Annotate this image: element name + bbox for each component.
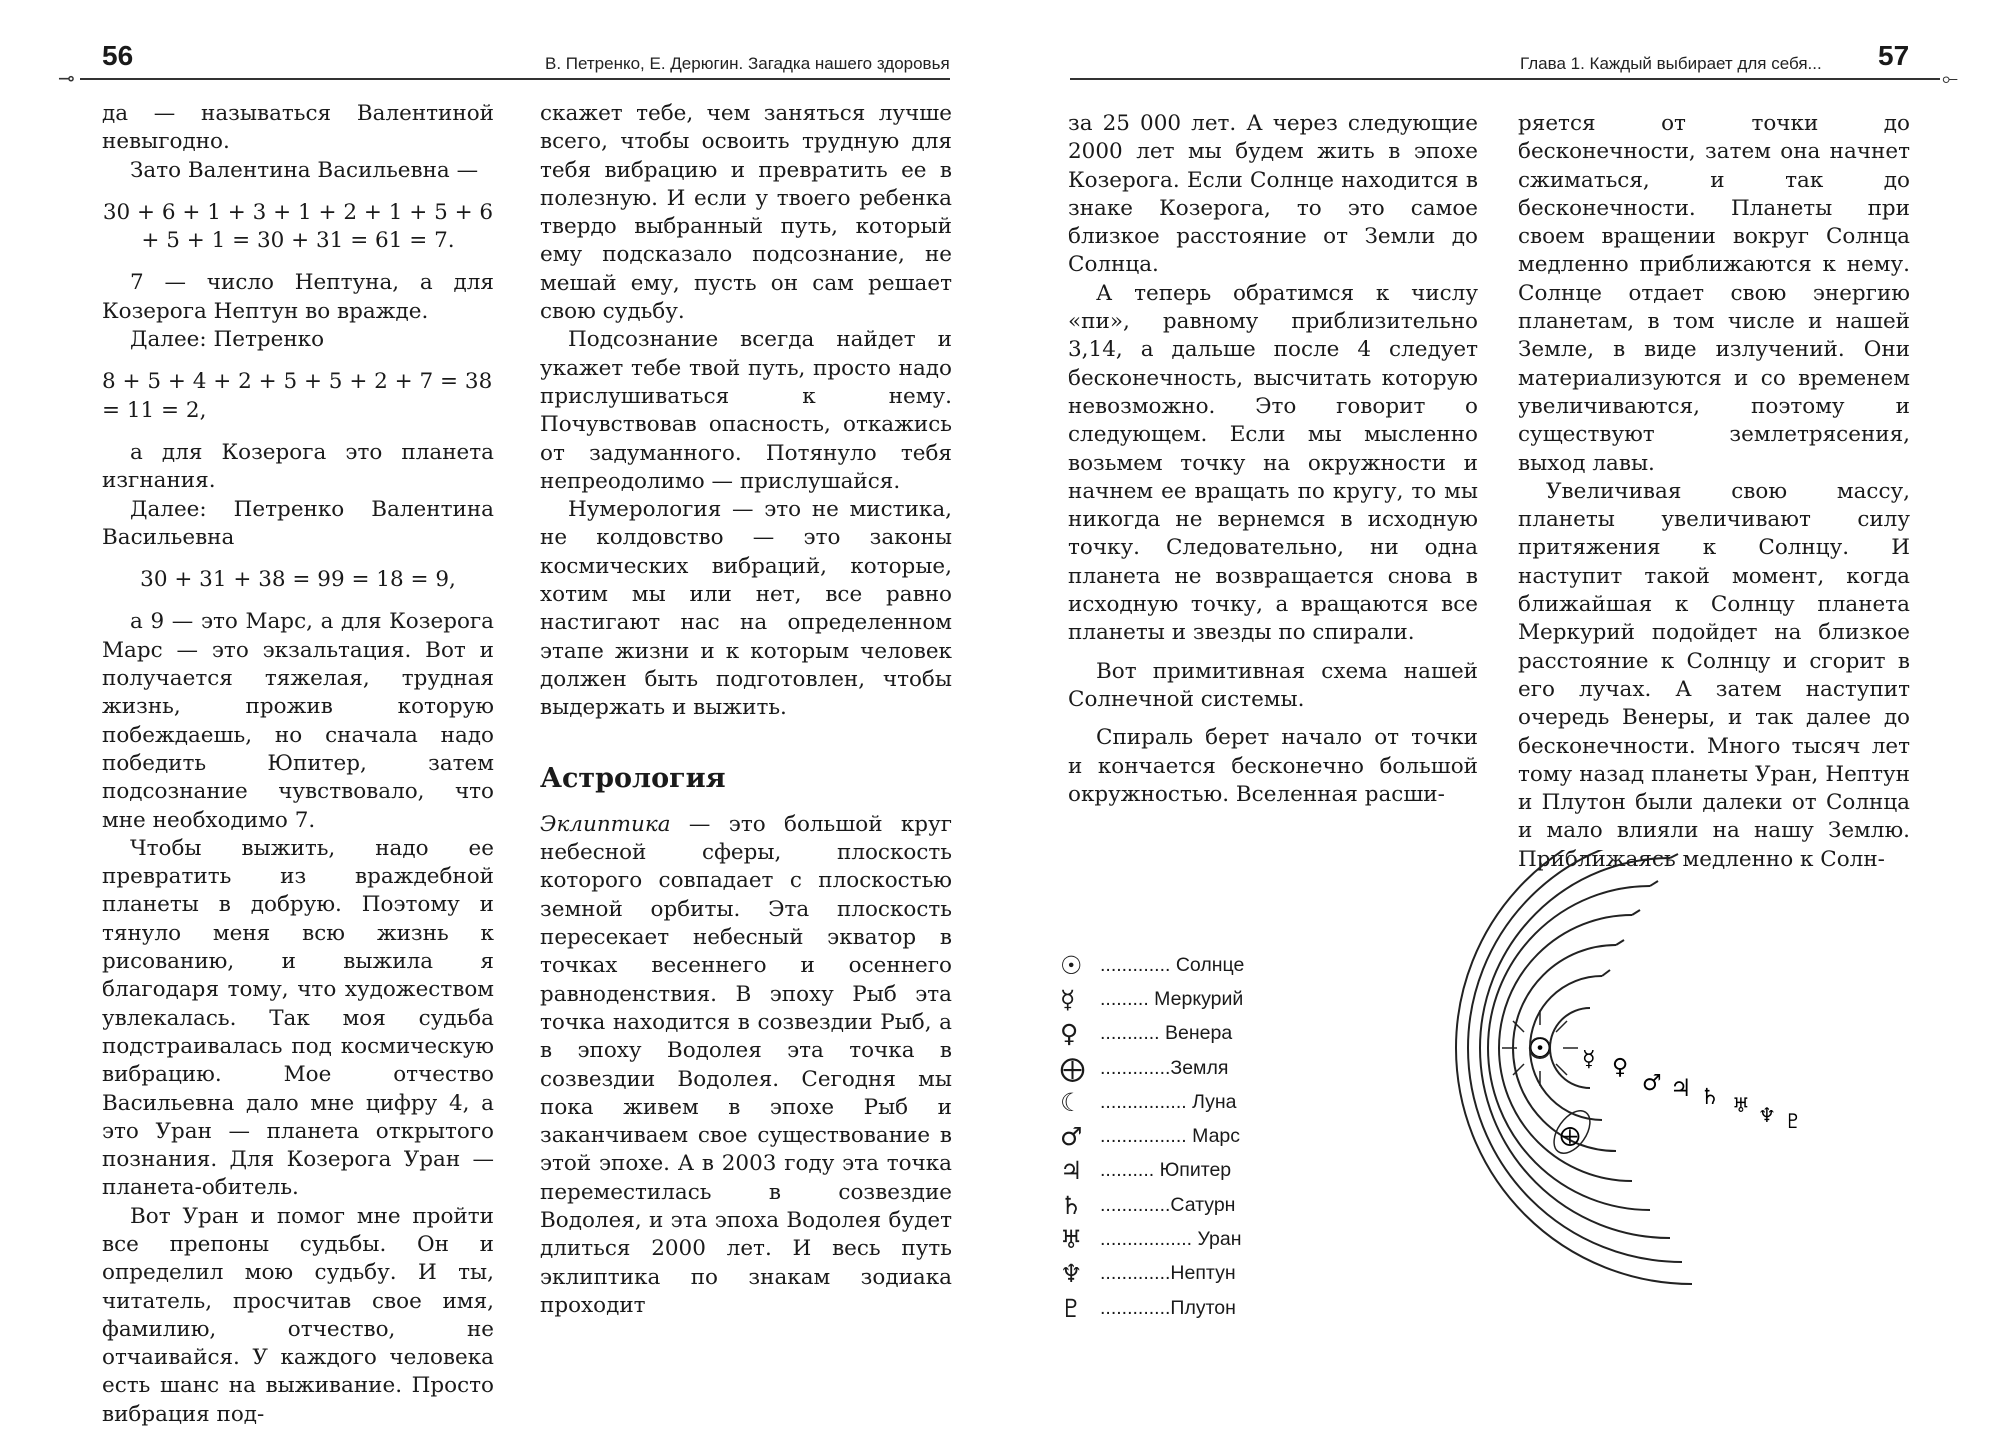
diagram-uranus-icon: ♅ bbox=[1732, 1093, 1750, 1117]
paragraph: Чтобы выжить, надо ее превратить из враждебной планеты в добрую. Поэтому и тянуло меня всю жизнь к рисованию, и выжила я благодаря тому, что художеством увлекалась. Так моя судьба подстраивалась под космическую вибрацию. Мое отчество Васильевна дало мне цифру 4, а это Уран — планета открытого познания. Для Козерога Уран — планета-обитель. bbox=[102, 835, 494, 1201]
paragraph: А теперь обратимся к числу «пи», равному приблизительно 3,14, а дальше после 4 следует бесконечность, высчитать которую невозможно. Это говорит о следующем. Если мы мысленно возьмем точку на окружности и начнем ее вращать по кругу, то мы никогда не вернемся в исходную точку. Следовательно, ни одна планета не возвращается снова в исходную точку, а вращаются все планеты и звезды по спирали. bbox=[1068, 280, 1478, 646]
sun-icon: ☉ bbox=[1060, 950, 1083, 980]
diagram-venus-icon: ♀ bbox=[1612, 1055, 1629, 1080]
section-heading: Астрология bbox=[540, 762, 726, 794]
diagram-neptune-icon: ♆ bbox=[1758, 1103, 1776, 1127]
legend-label: ............. Солнце bbox=[1100, 953, 1245, 976]
jupiter-icon: ♃ bbox=[1060, 1156, 1083, 1186]
orbit-8 bbox=[1456, 850, 1692, 1284]
moon-icon: ☾ bbox=[1060, 1087, 1083, 1117]
legend-row-mercury bbox=[1060, 982, 1244, 1016]
diagram-mercury-icon: ☿ bbox=[1582, 1047, 1596, 1072]
paragraph: да — называться Валентиной невыгодно. bbox=[102, 101, 494, 155]
rule-ornament-left: ⊸ bbox=[58, 66, 75, 90]
rule-ornament-right: ⟜ bbox=[1942, 66, 1958, 90]
legend-row-uranus bbox=[1060, 1222, 1244, 1256]
diagram-jupiter-icon: ♃ bbox=[1670, 1074, 1692, 1102]
header-rule bbox=[1070, 78, 1940, 80]
paragraph-text: — это большой круг небесной сферы, плоскость которого совпадает с плоскостью земной орбиты. Эта плоскость пересекает небесный экватор в точках весеннего и осеннего равноденствия. В эпоху Рыб эта точка находится в созвездии Рыб, а в эпоху Водолея эта точка в созвездии Водолея. Сегодня мы пока живем в эпохе Рыб и заканчиваем свое существование в этой эпохе. А в 2003 году эта точка переместилась в созвездие Водолея, и эта эпоха Водолея будет длиться 2000 лет. И весь путь эклиптика по знакам зодиака проходит bbox=[540, 811, 952, 1318]
paragraph: Зато Валентина Васильевна — bbox=[130, 157, 479, 183]
legend-row-venus bbox=[1060, 1017, 1244, 1051]
legend-row-pluto bbox=[1060, 1291, 1244, 1325]
paragraph: Далее: Петренко Валентина Васильевна bbox=[102, 496, 494, 550]
legend-row-jupiter bbox=[1060, 1154, 1244, 1188]
legend-label: ........... Венера bbox=[1100, 1022, 1233, 1045]
paragraph: 7 — число Нептуна, а для Козерога Нептун во вражде. bbox=[102, 270, 494, 324]
legend-label: ................ Марс bbox=[1100, 1125, 1241, 1148]
venus-icon: ♀ bbox=[1060, 1019, 1079, 1049]
page-number: 56 bbox=[102, 40, 134, 71]
text-column-2 bbox=[1518, 110, 1910, 874]
mercury-icon: ☿ bbox=[1060, 984, 1076, 1014]
paragraph: за 25 000 лет. А через следующие 2000 лет мы будем жить в эпохе Козерога. Если Солнце находится в знаке Козерога, то это самое близкое расстояние от Земли до Солнца. bbox=[1068, 111, 1478, 278]
legend-label: .............Земля bbox=[1100, 1056, 1229, 1079]
pluto-icon: ♇ bbox=[1060, 1293, 1083, 1323]
earth-icon: ⨁ bbox=[1060, 1053, 1085, 1083]
uranus-icon: ♅ bbox=[1060, 1225, 1083, 1255]
legend-label: .............Нептун bbox=[1100, 1262, 1236, 1285]
neptune-icon: ♆ bbox=[1060, 1259, 1083, 1289]
text-column-1 bbox=[1068, 110, 1478, 809]
planet-legend bbox=[1060, 948, 1244, 1325]
paragraph: ряется от точки до бесконечности, затем она начнет сжиматься, и так до бесконечности. Планеты при своем вращении вокруг Солнца медленно приближаются к нему. Солнце отдает свою энергию планетам, в том числе и нашей Земле, в виде излучений. Они материализуются и со временем увеличиваются, поэтому и существуют землетрясения, выход лавы. bbox=[1518, 111, 1910, 476]
legend-row-moon bbox=[1060, 1085, 1244, 1119]
paragraph: Вот примитивная схема нашей Солнечной системы. bbox=[1068, 658, 1478, 712]
legend-label: ................ Луна bbox=[1100, 1090, 1237, 1113]
running-head: В. Петренко, Е. Дерюгин. Загадка нашего здоровья bbox=[545, 54, 950, 73]
legend-row-earth bbox=[1060, 1051, 1244, 1085]
paragraph: Далее: Петренко bbox=[130, 327, 325, 353]
page-number: 57 bbox=[1878, 40, 1910, 71]
text-column-2 bbox=[540, 100, 952, 1320]
equation: 30 + 31 + 38 = 99 = 18 = 9, bbox=[140, 567, 456, 593]
mars-icon: ♂ bbox=[1060, 1122, 1083, 1152]
legend-row-saturn bbox=[1060, 1188, 1244, 1222]
paragraph bbox=[540, 811, 952, 1320]
legend-label: .......... Юпитер bbox=[1100, 1159, 1232, 1182]
legend-row-neptune bbox=[1060, 1257, 1244, 1291]
text-column-1 bbox=[102, 100, 494, 1429]
diagram-saturn-icon: ♄ bbox=[1700, 1085, 1720, 1110]
legend-label: .............Плутон bbox=[1100, 1296, 1236, 1319]
paragraph: скажет тебе, чем заняться лучше всего, чтобы освоить трудную для тебя вибрацию и превратить ее в полезную. И если у твоего ребенка твердо выбранный путь, который ему подсказало подсознание, не мешай ему, пусть он сам решает свою судьбу. bbox=[540, 101, 952, 325]
running-head: Глава 1. Каждый выбирает для себя... bbox=[1520, 54, 1822, 73]
paragraph: Увеличивая свою массу, планеты увеличивают силу притяжения к Солнцу. И наступит такой момент, когда ближайшая к Солнцу планета Меркурий подойдет на близкое расстояние к Солнцу и сгорит в его лучах. А затем наступит очередь Венеры, и так далее до бесконечности. Много тысяч лет тому назад планеты Уран, Нептун и Плутон были далеки от Солнца и мало влияли на нашу Землю. Приближаясь медленно к Солн- bbox=[1518, 478, 1910, 872]
legend-label: ......... Меркурий bbox=[1100, 987, 1244, 1010]
equation: 8 + 5 + 4 + 2 + 5 + 5 + 2 + 7 = 38 = 11 = 2, bbox=[102, 369, 493, 423]
paragraph: Спираль берет начало от точки и кончается бесконечно большой окружностью. Вселенная расши- bbox=[1068, 725, 1478, 807]
paragraph: Вот Уран и помог мне пройти все препоны судьбы. Он и определил мою судьбу. И ты, читатель, просчитав свое имя, фамилию, отчество, не отчаивайся. У каждого человека есть шанс на выживание. Просто вибрация под- bbox=[102, 1203, 494, 1427]
diagram-sun-icon: ☉ bbox=[1528, 1034, 1552, 1064]
header-rule bbox=[80, 78, 950, 80]
diagram-pluto-icon: ♇ bbox=[1784, 1109, 1802, 1133]
equation: 30 + 6 + 1 + 3 + 1 + 2 + 1 + 5 + 6 + 5 + 1 = 30 + 31 = 61 = 7. bbox=[102, 199, 494, 254]
saturn-icon: ♄ bbox=[1060, 1190, 1083, 1220]
solar-system-diagram bbox=[1420, 850, 1940, 1370]
legend-label: .............Сатурн bbox=[1100, 1193, 1236, 1216]
legend-row-mars bbox=[1060, 1119, 1244, 1153]
paragraph: а для Козерога это планета изгнания. bbox=[102, 439, 494, 494]
diagram-earth-icon: ⨁ bbox=[1560, 1123, 1580, 1147]
legend-label: ................. Уран bbox=[1100, 1228, 1242, 1251]
legend-row-sun bbox=[1060, 948, 1244, 982]
diagram-mars-icon: ♂ bbox=[1642, 1071, 1662, 1096]
paragraph: Подсознание всегда найдет и укажет тебе твой путь, просто надо прислушиваться к нему. Почувствовав опасность, откажись от задуманного. Потянуло тебя непреодолимо — прислушайся. bbox=[540, 327, 952, 494]
paragraph: Нумерология — это не мистика, не колдовство — это законы космических вибраций, которые, хотим мы или нет, все равно настигают нас на определенном этапе жизни и к которым человек должен быть подготовлен, чтобы выдержать и выжить. bbox=[540, 497, 952, 721]
italic-term: Эклиптика bbox=[540, 811, 671, 837]
left-page bbox=[0, 0, 1000, 1427]
paragraph: а 9 — это Марс, а для Козерога Марс — это экзальтация. Вот и получается тяжелая, трудная жизнь, прожив которую побеждаешь, но сначала надо победить Юпитер, затем подсознание чувствовало, что мне необходимо 7. bbox=[102, 609, 494, 833]
